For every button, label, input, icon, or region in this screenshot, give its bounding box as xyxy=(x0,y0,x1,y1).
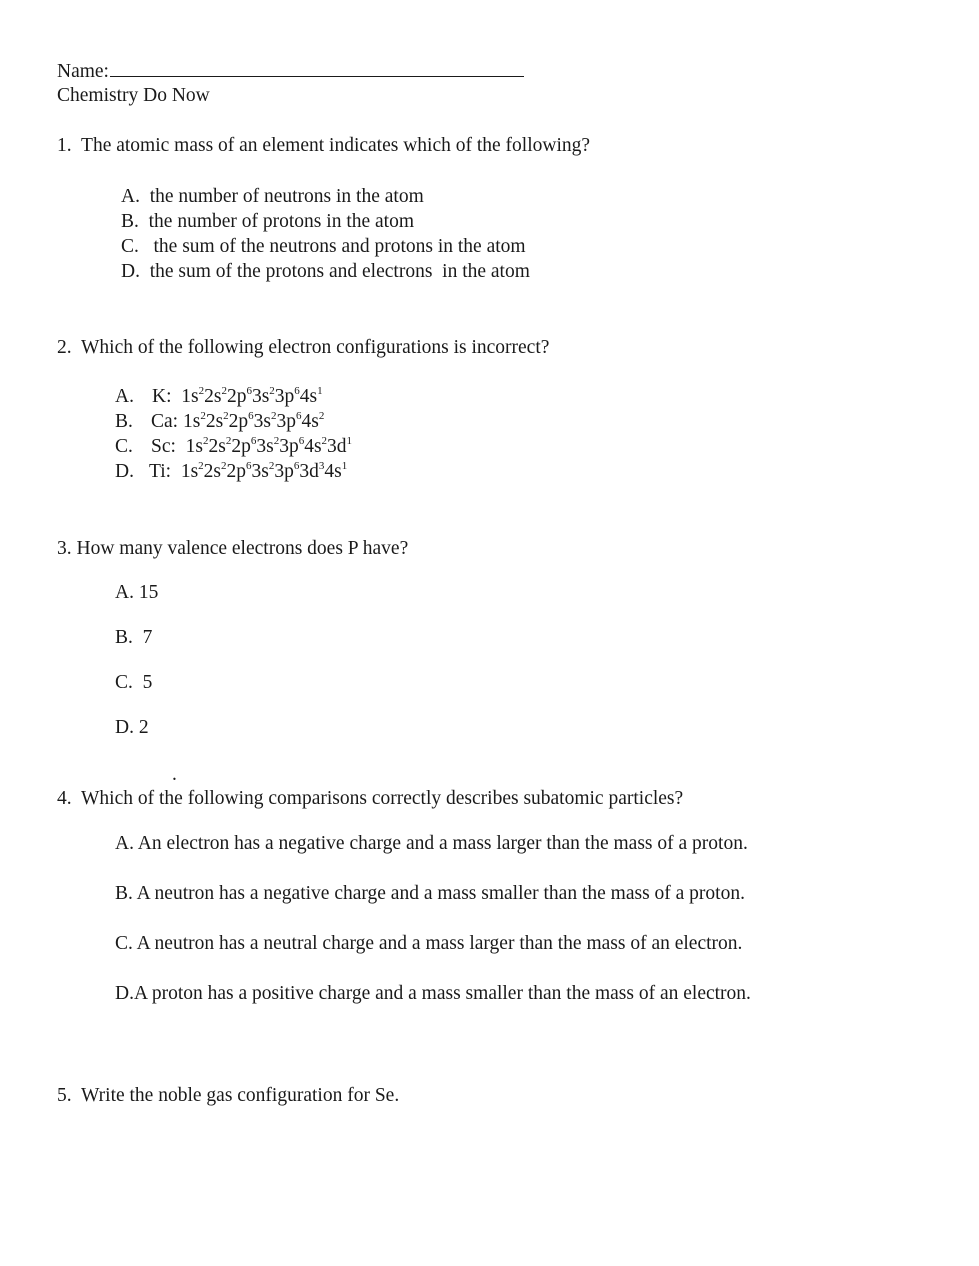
orbital-term: 4s xyxy=(324,461,342,482)
question-1 xyxy=(57,133,590,158)
name-field xyxy=(57,58,524,84)
orbital-term: 3s xyxy=(251,386,270,407)
electron-count-superscript: 6 xyxy=(294,384,300,397)
question-4-number: 4. xyxy=(57,788,72,809)
orbital-term: 3d xyxy=(327,436,347,457)
electron-count-superscript: 2 xyxy=(223,409,229,422)
orbital-term: 4s xyxy=(299,386,318,407)
electron-count-superscript: 2 xyxy=(198,459,204,472)
orbital-term: 2p xyxy=(226,386,247,407)
electron-count-superscript: 1 xyxy=(346,434,353,447)
electron-count-superscript: 1 xyxy=(317,384,323,397)
q1-option-b-text: the number of protons in the atom xyxy=(148,211,415,232)
electron-count-superscript: 6 xyxy=(296,409,302,422)
orbital-term: 2s xyxy=(205,411,224,432)
q1-option-b xyxy=(121,209,414,234)
q2-option-b-element: Ca: xyxy=(151,411,179,432)
electron-count-superscript: 6 xyxy=(250,434,257,447)
electron-count-superscript: 6 xyxy=(246,384,252,397)
question-4-text: Which of the following comparisons correctly describes subatomic particles? xyxy=(81,788,684,809)
q2-option-c-config xyxy=(186,436,352,457)
question-5 xyxy=(57,1083,399,1108)
orbital-term: 1s xyxy=(182,411,201,432)
orbital-term: 2s xyxy=(208,436,226,457)
q1-option-c xyxy=(121,234,526,259)
stray-mark: . xyxy=(172,764,177,785)
electron-count-superscript: 2 xyxy=(221,384,227,397)
q1-option-c-letter: C. xyxy=(121,236,139,257)
q3-option-a: A. 15 xyxy=(115,582,159,603)
electron-count-superscript: 2 xyxy=(273,434,280,447)
q3-option-c: C. 5 xyxy=(115,672,153,693)
orbital-term: 1s xyxy=(185,436,204,457)
q1-option-c-text: the sum of the neutrons and protons in the atom xyxy=(153,236,526,257)
q2-option-b-config xyxy=(183,411,324,432)
q2-option-a-element: K: xyxy=(152,386,172,407)
q4-option-b: B. A neutron has a negative charge and a mass smaller than the mass of a proton. xyxy=(115,883,745,904)
electron-count-superscript: 3 xyxy=(318,459,325,472)
electron-count-superscript: 2 xyxy=(225,434,232,447)
electron-count-superscript: 6 xyxy=(248,409,254,422)
question-3-text: 3. How many valence electrons does P have? xyxy=(57,538,409,559)
electron-count-superscript: 6 xyxy=(298,434,305,447)
q3-option-d: D. 2 xyxy=(115,717,149,738)
orbital-term: 4s xyxy=(304,436,322,457)
orbital-term: 2s xyxy=(204,386,222,407)
q3-option-b: B. 7 xyxy=(115,627,153,648)
question-5-text: Write the noble gas configuration for Se. xyxy=(81,1085,400,1106)
electron-count-superscript: 2 xyxy=(321,434,328,447)
question-4 xyxy=(57,786,683,811)
orbital-term: 2p xyxy=(228,411,249,432)
q4-option-c: C. A neutron has a neutral charge and a mass larger than the mass of an electron. xyxy=(115,933,743,954)
orbital-term: 3d xyxy=(299,461,319,482)
electron-count-superscript: 2 xyxy=(271,409,277,422)
orbital-term: 3p xyxy=(274,386,295,407)
q2-option-c-element: Sc: xyxy=(151,436,176,457)
orbital-term: 3s xyxy=(256,436,274,457)
orbital-term: 2p xyxy=(231,436,251,457)
orbital-term: 3s xyxy=(253,411,271,432)
q2-option-a xyxy=(115,384,323,409)
q1-option-a-letter: A. xyxy=(121,186,140,207)
orbital-term: 1s xyxy=(180,461,199,482)
electron-count-superscript: 2 xyxy=(268,459,275,472)
orbital-term: 2p xyxy=(226,461,246,482)
q2-option-d-letter: D. xyxy=(115,461,134,482)
q4-option-a: A. An electron has a negative charge and a mass larger than the mass of a proton. xyxy=(115,833,748,854)
orbital-term: 3p xyxy=(279,436,299,457)
electron-count-superscript: 2 xyxy=(318,409,325,422)
q1-option-a-text: the number of neutrons in the atom xyxy=(149,186,424,207)
question-1-text: The atomic mass of an element indicates which of the following? xyxy=(81,135,591,156)
q4-option-d: D.A proton has a positive charge and a mass smaller than the mass of an electron. xyxy=(115,983,751,1004)
orbital-term: 3p xyxy=(276,411,296,432)
electron-count-superscript: 2 xyxy=(200,409,206,422)
q2-option-c-letter: C. xyxy=(115,436,133,457)
orbital-term: 2s xyxy=(203,461,221,482)
q2-option-d xyxy=(115,459,347,484)
q1-option-d xyxy=(121,259,530,284)
q1-option-d-letter: D. xyxy=(121,261,140,282)
q1-option-d-text: the sum of the protons and electrons in the atom xyxy=(149,261,530,282)
question-1-number: 1. xyxy=(57,135,72,156)
worksheet-title: Chemistry Do Now xyxy=(57,85,210,106)
electron-count-superscript: 6 xyxy=(293,459,300,472)
electron-count-superscript: 1 xyxy=(341,459,348,472)
electron-count-superscript: 2 xyxy=(221,459,227,472)
orbital-term: 3s xyxy=(251,461,269,482)
q2-option-b-letter: B. xyxy=(115,411,133,432)
electron-count-superscript: 6 xyxy=(246,459,252,472)
q1-option-a xyxy=(121,184,424,209)
q1-option-b-letter: B. xyxy=(121,211,139,232)
q2-option-d-config xyxy=(181,461,347,482)
orbital-term: 1s xyxy=(181,386,199,407)
q2-option-c xyxy=(115,434,352,459)
q2-option-b xyxy=(115,409,324,434)
q2-option-a-letter: A. xyxy=(115,386,134,407)
electron-count-superscript: 2 xyxy=(269,384,275,397)
question-5-number: 5. xyxy=(57,1085,72,1106)
orbital-term: 4s xyxy=(301,411,319,432)
electron-count-superscript: 2 xyxy=(198,384,205,397)
q2-option-a-config xyxy=(181,386,322,407)
name-label: Name: xyxy=(57,61,109,82)
name-blank-line xyxy=(110,58,524,77)
orbital-term: 3p xyxy=(274,461,294,482)
question-2 xyxy=(57,335,549,360)
question-2-number: 2. xyxy=(57,337,72,358)
q2-option-d-element: Ti: xyxy=(149,461,172,482)
electron-count-superscript: 2 xyxy=(203,434,209,447)
question-2-text: Which of the following electron configurations is incorrect? xyxy=(81,337,550,358)
